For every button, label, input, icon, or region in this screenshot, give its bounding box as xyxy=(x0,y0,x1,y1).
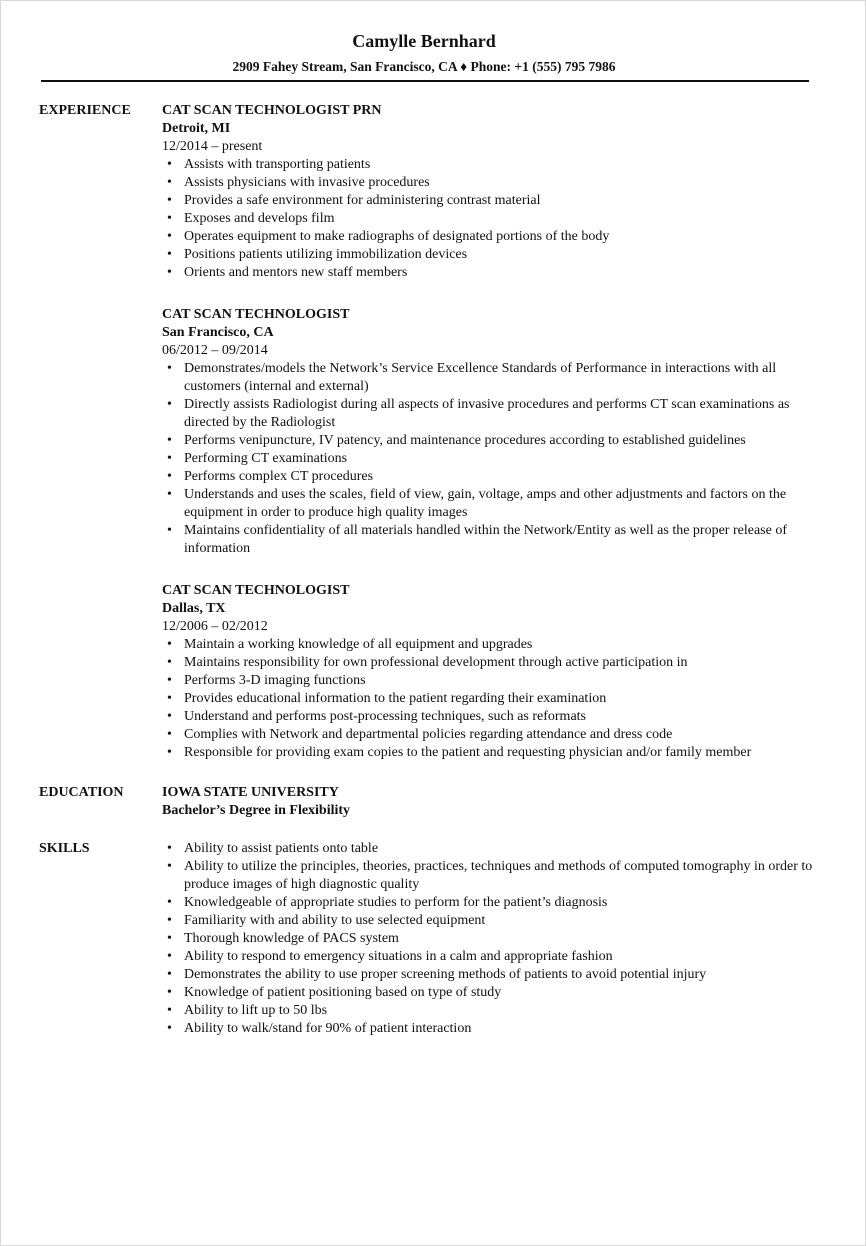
degree: Bachelor’s Degree in Flexibility xyxy=(162,803,351,818)
job-title: CAT SCAN TECHNOLOGIST PRN xyxy=(162,103,382,118)
job-entry xyxy=(162,582,814,762)
job-entry xyxy=(162,306,814,558)
contact-line: 2909 Fahey Stream, San Francisco, CA ♦ Phone: +1 (555) 795 7986 xyxy=(232,59,616,74)
job-title: CAT SCAN TECHNOLOGIST xyxy=(162,583,350,598)
skills-body xyxy=(162,840,814,1038)
job-bullets xyxy=(162,636,814,762)
job-bullet: • Maintains confidentiality of all materials handled within the Network/Entity as well as the proper release of information xyxy=(162,522,814,558)
job-dates: 06/2012 – 09/2014 xyxy=(162,343,268,358)
job-bullet: • Assists with transporting patients xyxy=(162,156,814,174)
job-location: San Francisco, CA xyxy=(162,325,274,340)
experience-body xyxy=(162,102,814,786)
section-label-experience: EXPERIENCE xyxy=(39,103,131,118)
header-divider xyxy=(41,80,809,82)
job-bullet: • Demonstrates/models the Network’s Service Excellence Standards of Performance in interactions with all customers (internal and external) xyxy=(162,360,814,396)
section-label-education: EDUCATION xyxy=(39,785,124,800)
job-bullet: • Maintains responsibility for own professional development through active participation in xyxy=(162,654,814,672)
skill-item: • Ability to lift up to 50 lbs xyxy=(162,1002,814,1020)
job-bullet: • Provides educational information to the patient regarding their examination xyxy=(162,690,814,708)
job-location: Detroit, MI xyxy=(162,121,231,136)
job-bullet: • Complies with Network and departmental policies regarding attendance and dress code xyxy=(162,726,814,744)
section-label-skills: SKILLS xyxy=(39,841,90,856)
job-bullet: • Performs 3-D imaging functions xyxy=(162,672,814,690)
job-dates: 12/2006 – 02/2012 xyxy=(162,619,268,634)
job-bullet: • Responsible for providing exam copies to the patient and requesting physician and/or family member xyxy=(162,744,814,762)
skill-item: • Knowledge of patient positioning based on type of study xyxy=(162,984,814,1002)
job-bullet: • Assists physicians with invasive procedures xyxy=(162,174,814,192)
job-bullet: • Operates equipment to make radiographs of designated portions of the body xyxy=(162,228,814,246)
education-body xyxy=(162,784,814,820)
skill-item: • Ability to utilize the principles, theories, practices, techniques and methods of computed tomography in order to produce images of high diagnostic quality xyxy=(162,858,814,894)
job-bullet: • Orients and mentors new staff members xyxy=(162,264,814,282)
skill-item: • Thorough knowledge of PACS system xyxy=(162,930,814,948)
resume-header xyxy=(41,29,807,76)
job-bullet: • Positions patients utilizing immobilization devices xyxy=(162,246,814,264)
skill-item: • Familiarity with and ability to use selected equipment xyxy=(162,912,814,930)
job-entry xyxy=(162,102,814,282)
school-name: IOWA STATE UNIVERSITY xyxy=(162,785,339,800)
skill-item: • Ability to respond to emergency situations in a calm and appropriate fashion xyxy=(162,948,814,966)
job-bullets xyxy=(162,156,814,282)
job-bullet: • Directly assists Radiologist during all aspects of invasive procedures and performs CT scan examinations as directed by the Radiologist xyxy=(162,396,814,432)
job-bullet: • Exposes and develops film xyxy=(162,210,814,228)
job-location: Dallas, TX xyxy=(162,601,226,616)
skill-item: • Demonstrates the ability to use proper screening methods of patients to avoid potential injury xyxy=(162,966,814,984)
skill-item: • Ability to assist patients onto table xyxy=(162,840,814,858)
skill-item: • Knowledgeable of appropriate studies to perform for the patient’s diagnosis xyxy=(162,894,814,912)
skills-list xyxy=(162,840,814,1038)
job-bullet: • Maintain a working knowledge of all equipment and upgrades xyxy=(162,636,814,654)
job-bullet: • Performs complex CT procedures xyxy=(162,468,814,486)
job-bullet: • Understand and performs post-processing techniques, such as reformats xyxy=(162,708,814,726)
job-bullets xyxy=(162,360,814,558)
skill-item: • Ability to walk/stand for 90% of patient interaction xyxy=(162,1020,814,1038)
job-bullet: • Performs venipuncture, IV patency, and maintenance procedures according to established guidelines xyxy=(162,432,814,450)
job-bullet: • Performing CT examinations xyxy=(162,450,814,468)
job-bullet: • Understands and uses the scales, field of view, gain, voltage, amps and other adjustments and factors on the equipment in order to produce high quality images xyxy=(162,486,814,522)
job-dates: 12/2014 – present xyxy=(162,139,263,154)
job-title: CAT SCAN TECHNOLOGIST xyxy=(162,307,350,322)
candidate-name: Camylle Bernhard xyxy=(352,31,496,51)
job-bullet: • Provides a safe environment for administering contrast material xyxy=(162,192,814,210)
